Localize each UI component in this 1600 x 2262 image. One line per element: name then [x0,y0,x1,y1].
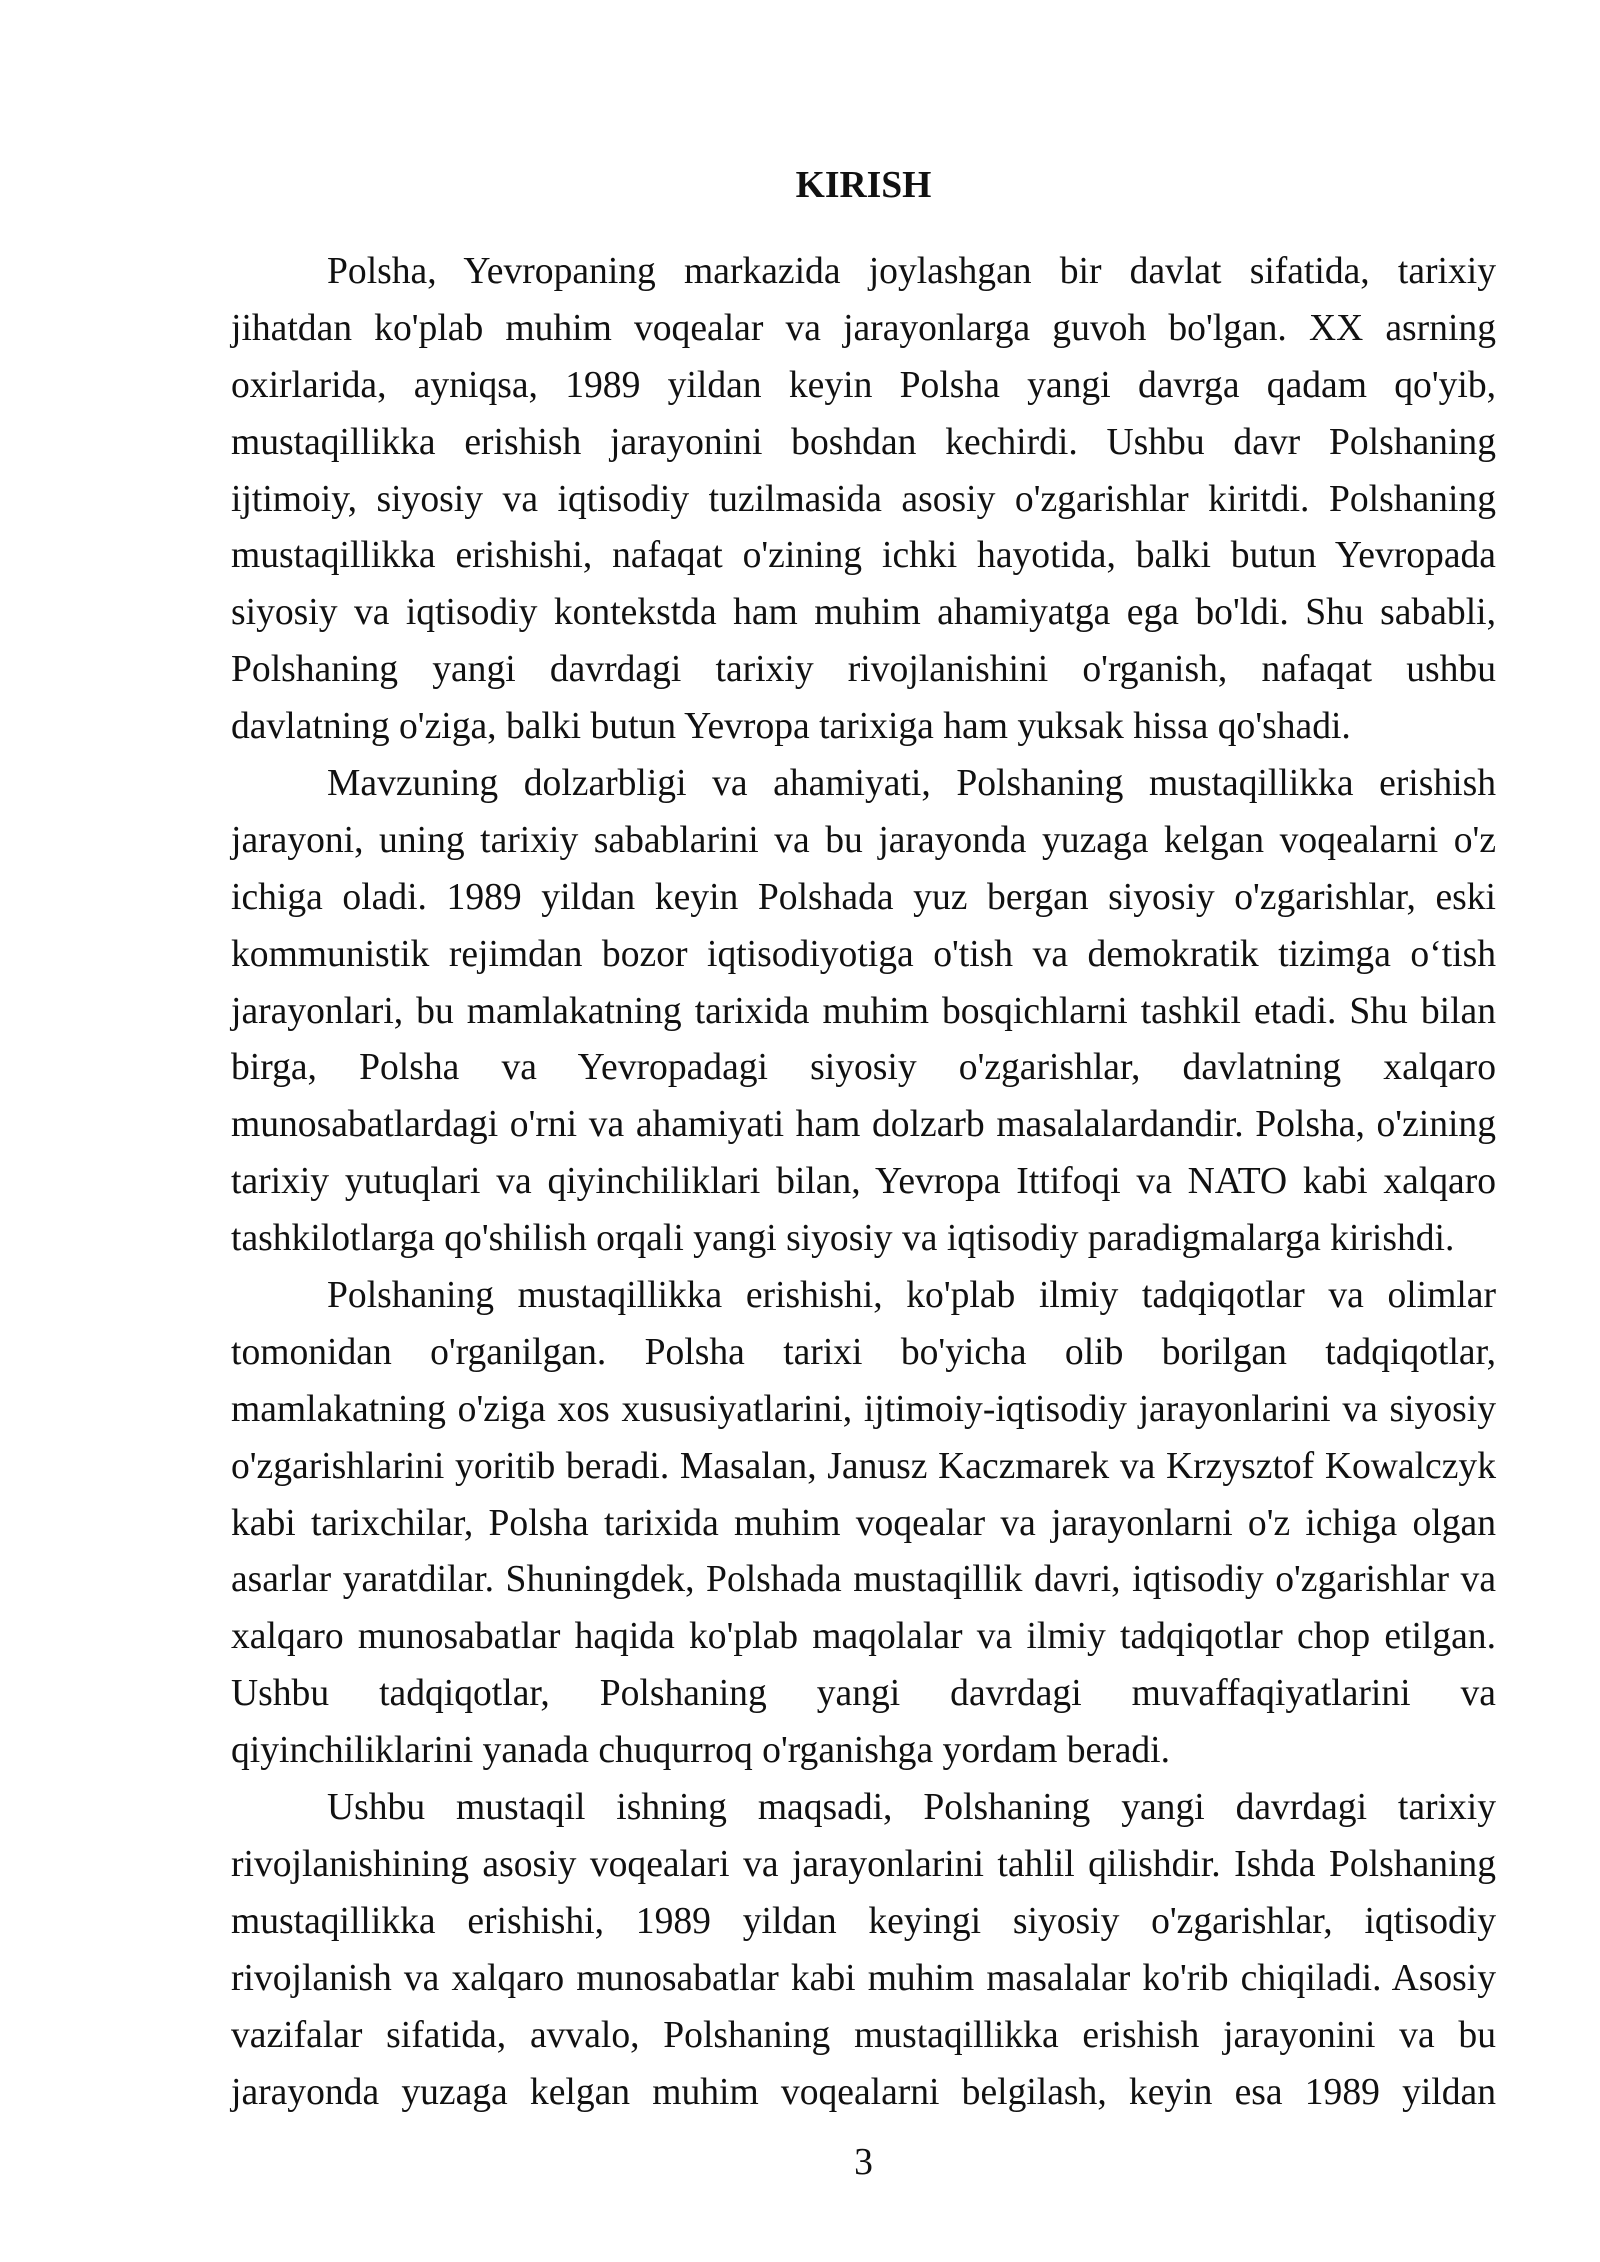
text-line: tashkilotlarga qo'shilish orqali yangi siyosiy va iqtisodiy paradigmalarga kirishdi. [231,1218,1455,1260]
body-text [231,244,1496,2121]
text-line: siyosiy va iqtisodiy kontekstda ham muhim ahamiyatga ega bo'ldi. Shu sababli, [231,592,1496,634]
paragraph [231,756,1496,1268]
text-line: davlatning o'ziga, balki butun Yevropa tarixiga ham yuksak hissa qo'shadi. [231,706,1351,748]
text-line: mustaqillikka erishishi, 1989 yildan keyingi siyosiy o'zgarishlar, iqtisodiy [231,1900,1496,1942]
text-line: tarixiy yutuqlari va qiyinchiliklari bilan, Yevropa Ittifoqi va NATO kabi xalqaro [231,1161,1496,1203]
paragraph [231,244,1496,756]
page-number: 3 [854,2142,873,2183]
text-line: asarlar yaratdilar. Shuningdek, Polshada mustaqillik davri, iqtisodiy o'zgarishlar va [231,1559,1496,1601]
text-line: Polsha, Yevropaning markazida joylashgan bir davlat sifatida, tarixiy [327,251,1496,292]
paragraph [231,1268,1496,1780]
text-line: Polshaning mustaqillikka erishishi, ko'plab ilmiy tadqiqotlar va olimlar [327,1275,1496,1317]
text-line: rivojlanish va xalqaro munosabatlar kabi muhim masalalar ko'rib chiqiladi. Asosiy [231,1957,1496,1999]
text-line: Ushbu tadqiqotlar, Polshaning yangi davrdagi muvaffaqiyatlarini va [231,1673,1496,1715]
text-line: vazifalar sifatida, avvalo, Polshaning mustaqillikka erishish jarayonini va bu [231,2014,1496,2056]
text-line: qiyinchiliklarini yanada chuqurroq o'rganishga yordam beradi. [231,1730,1170,1772]
text-line: mustaqillikka erishishi, nafaqat o'zining ichki hayotida, balki butun Yevropada [231,535,1496,577]
text-line: kabi tarixchilar, Polsha tarixida muhim voqealar va jarayonlarni o'z ichiga olgan [231,1502,1496,1544]
text-line: munosabatlardagi o'rni va ahamiyati ham dolzarb masalalardandir. Polsha, o'zining [231,1104,1496,1146]
paragraph [231,1780,1496,2121]
text-line: ijtimoiy, siyosiy va iqtisodiy tuzilmasida asosiy o'zgarishlar kiritdi. Polshaning [231,478,1496,520]
text-line: jihatdan ko'plab muhim voqealar va jarayonlarga guvoh bo'lgan. XX asrning [231,307,1496,349]
text-line: rivojlanishining asosiy voqealari va jarayonlarini tahlil qilishdir. Ishda Polshaning [231,1843,1496,1885]
text-line: mamlakatning o'ziga xos xususiyatlarini, ijtimoiy-iqtisodiy jarayonlarini va siyosiy [231,1388,1496,1430]
text-line: birga, Polsha va Yevropadagi siyosiy o'zgarishlar, davlatning xalqaro [231,1047,1496,1089]
text-line: Mavzuning dolzarbligi va ahamiyati, Polshaning mustaqillikka erishish [327,763,1496,805]
text-line: o'zgarishlarini yoritib beradi. Masalan, Janusz Kaczmarek va Krzysztof Kowalczyk [231,1445,1496,1487]
text-line: jarayonda yuzaga kelgan muhim voqealarni belgilash, keyin esa 1989 yildan [231,2071,1496,2113]
text-line: jarayonlari, bu mamlakatning tarixida muhim bosqichlarni tashkil etadi. Shu bilan [231,990,1496,1032]
text-line: Ushbu mustaqil ishning maqsadi, Polshaning yangi davrdagi tarixiy [327,1787,1496,1829]
text-line: jarayoni, uning tarixiy sabablarini va bu jarayonda yuzaga kelgan voqealarni o'z [231,819,1496,861]
text-line: oxirlarida, ayniqsa, 1989 yildan keyin Polsha yangi davrga qadam qo'yib, [231,364,1496,406]
text-line: mustaqillikka erishish jarayonini boshdan kechirdi. Ushbu davr Polshaning [231,421,1496,463]
section-title: KIRISH [795,165,932,206]
text-line: ichiga oladi. 1989 yildan keyin Polshada yuz bergan siyosiy o'zgarishlar, eski [231,876,1496,918]
text-line: tomonidan o'rganilgan. Polsha tarixi bo'yicha olib borilgan tadqiqotlar, [231,1331,1496,1373]
text-line: Polshaning yangi davrdagi tarixiy rivojlanishini o'rganish, nafaqat ushbu [231,649,1496,691]
text-line: xalqaro munosabatlar haqida ko'plab maqolalar va ilmiy tadqiqotlar chop etilgan. [231,1616,1496,1658]
text-line: kommunistik rejimdan bozor iqtisodiyotiga o'tish va demokratik tizimga o‘tish [231,933,1496,975]
